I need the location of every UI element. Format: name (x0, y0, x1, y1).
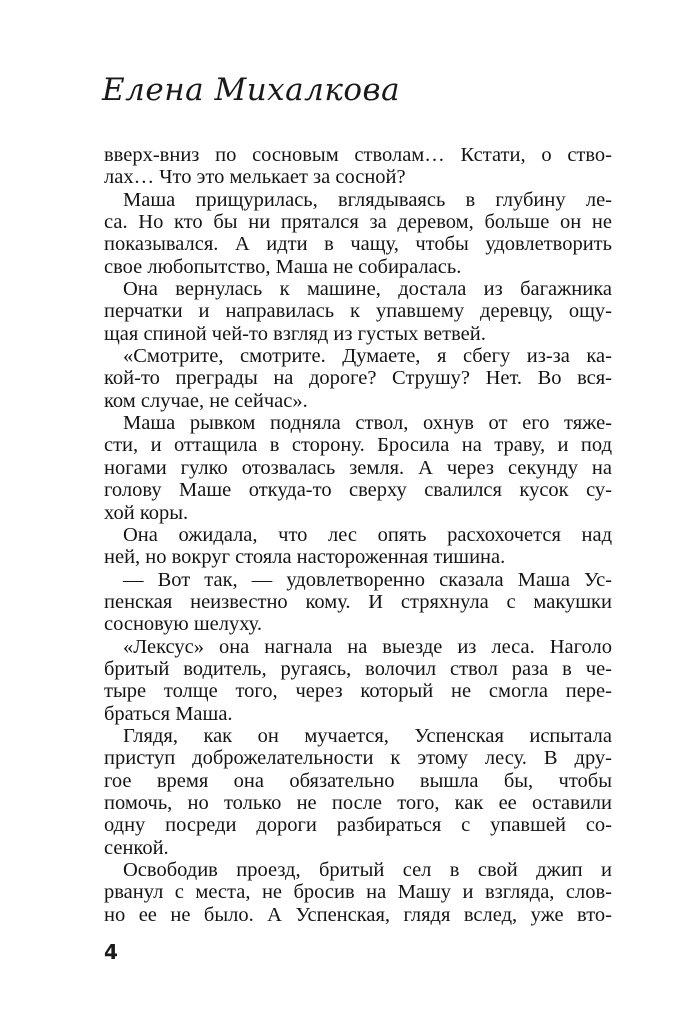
text-line: тыре толще того, через который не смогла пере- (104, 680, 612, 703)
text-line: — Вот так, — удовлетворенно сказала Маша Ус- (123, 568, 612, 591)
text-line: Она вернулась к машине, достала из багажника (123, 278, 612, 301)
text-line: Маша рывком подняла ствол, охнув от его тяже- (123, 412, 612, 435)
text-line: приступ доброжелательности к этому лесу. В дру- (104, 747, 612, 770)
text-line: гое время она обязательно вышла бы, чтобы (104, 769, 612, 792)
text-line: одну посреди дороги разбираться с упавшей со- (104, 814, 612, 837)
text-line: пенская неизвестно кому. И стряхнула с макушки (104, 590, 612, 613)
text-line: «Смотрите, смотрите. Думаете, я сбегу из-за ка- (123, 345, 612, 368)
page-number: 4 (104, 940, 118, 964)
running-header-author: Елена Михалкова (102, 72, 401, 108)
text-line: ком случае, не сейчас». (104, 389, 308, 412)
text-line: показывался. А идти в чащу, чтобы удовлетворить (104, 233, 612, 256)
text-line: сти, и оттащила в сторону. Бросила на траву, и под (104, 434, 612, 457)
text-line: сенкой. (104, 836, 169, 859)
text-line: ногами гулко отозвалась земля. А через секунду на (104, 456, 612, 479)
text-line: вверх-вниз по сосновым стволам… Кстати, о ство- (104, 144, 612, 166)
text-line: кой-то преграды на дороге? Струшу? Нет. Во вся- (104, 367, 612, 390)
text-line: лах… Что это мелькает за сосной? (104, 166, 406, 189)
text-line: ней, но вокруг стояла настороженная тишина. (104, 546, 506, 569)
body-text (104, 144, 612, 926)
text-line: бритый водитель, ругаясь, волочил ствол раза в че- (104, 657, 612, 680)
text-line: Глядя, как он мучается, Успенская испытала (123, 724, 612, 747)
text-line: «Лексус» она нагнала на выезде из леса. Наголо (123, 635, 612, 658)
text-line: голову Маше откуда-то сверху свалился кусок су- (104, 479, 612, 502)
text-line: Маша прищурилась, вглядываясь в глубину ле- (123, 188, 612, 211)
text-line: свое любопытство, Маша не собиралась. (104, 255, 462, 278)
text-line: хой коры. (104, 501, 189, 524)
text-line: сосновую шелуху. (104, 613, 263, 636)
text-line: перчатки и направилась к упавшему деревцу, ощу- (104, 300, 612, 323)
text-line: но ее не было. А Успенская, глядя вслед, уже вто- (104, 903, 612, 926)
text-line: са. Но кто бы ни прятался за деревом, больше он не (104, 211, 612, 234)
text-line: Она ожидала, что лес опять расхохочется над (123, 523, 612, 546)
text-line: помочь, но только не после того, как ее оставили (104, 791, 612, 814)
text-line: Освободив проезд, бритый сел в свой джип и (123, 859, 612, 881)
text-line: щая спиной чей-то взгляд из густых ветвей. (104, 322, 486, 345)
text-line: браться Маша. (104, 702, 233, 725)
text-line: рванул с места, не бросив на Машу и взгляда, слов- (104, 881, 612, 904)
